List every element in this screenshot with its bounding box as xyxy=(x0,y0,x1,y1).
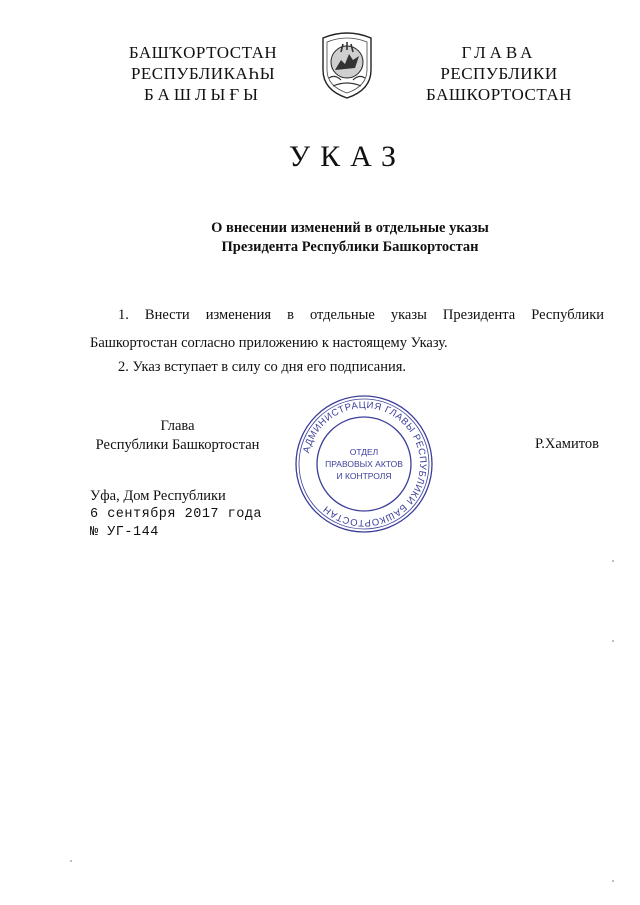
paragraph-1-line-1 xyxy=(90,305,604,325)
header-left-line-2: РЕСПУБЛИКАҺЫ xyxy=(130,64,276,83)
decree-number: № УГ-144 xyxy=(90,525,159,540)
header-right-line-1: ГЛАВА xyxy=(461,43,537,62)
paragraph-1-line-2: Башкортостан согласно приложению к настоящему Указу. xyxy=(90,335,448,351)
header-left-line-1: БАШҠОРТОСТАН xyxy=(128,43,278,62)
subject-line-1: О внесении изменений в отдельные указы xyxy=(211,220,489,236)
scan-speck xyxy=(612,560,614,562)
stamp-inner-line-1: ОТДЕЛ xyxy=(349,447,379,457)
p1-word: Президента xyxy=(442,307,516,323)
p1-word: указы xyxy=(390,307,427,323)
header-right-line-2: РЕСПУБЛИКИ xyxy=(440,64,558,83)
p1-word: Внести xyxy=(144,307,190,323)
stamp-inner-line-3: И КОНТРОЛЯ xyxy=(336,471,392,481)
header-left xyxy=(108,42,298,105)
header-right-line-3: БАШКОРТОСТАН xyxy=(426,85,572,104)
header-right xyxy=(414,42,584,105)
p1-word: 1. xyxy=(118,307,129,323)
p1-word: изменения xyxy=(205,307,272,323)
p1-word: в xyxy=(287,307,294,323)
signatory-position-line-2: Республики Башкортостан xyxy=(95,437,260,453)
header-left-line-3: БАШЛЫҒЫ xyxy=(144,85,262,104)
subject-line-2: Президента Республики Башкортостан xyxy=(221,239,479,255)
stamp-inner-line-2: ПРАВОВЫХ АКТОВ xyxy=(325,459,403,469)
coat-of-arms-icon xyxy=(315,30,379,100)
paragraph-2: 2. Указ вступает в силу со дня его подписания. xyxy=(118,359,407,375)
decree-title: УКАЗ xyxy=(288,140,407,173)
issue-place: Уфа, Дом Республики xyxy=(90,488,226,504)
signatory-position xyxy=(90,417,265,455)
issue-date: 6 сентября 2017 года xyxy=(90,507,263,522)
signatory-position-line-1: Глава xyxy=(160,418,195,434)
scan-speck xyxy=(612,640,614,642)
p1-word: Республики xyxy=(531,307,605,323)
decree-subject xyxy=(150,219,550,257)
official-stamp xyxy=(293,393,435,535)
signatory-name: Р.Хамитов xyxy=(535,436,599,452)
stamp-ring-textpath: АДМИНИСТРАЦИЯ ГЛАВЫ РЕСПУБЛИКИ БАШКОРТОСТАН xyxy=(301,399,429,529)
scan-speck xyxy=(70,860,72,862)
p1-word: отдельные xyxy=(309,307,375,323)
scan-speck xyxy=(612,880,614,882)
